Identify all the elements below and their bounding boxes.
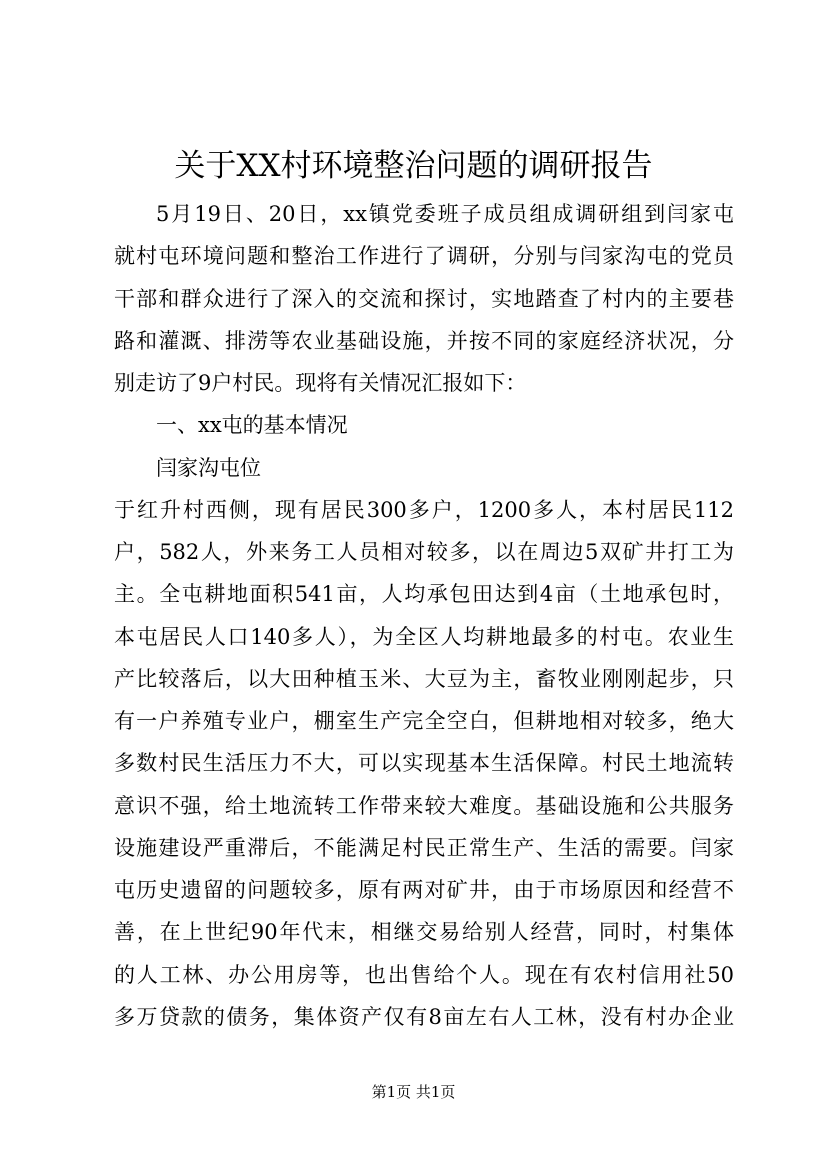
paragraph-line: 干部和群众进行了深入的交流和探讨，实地踏查了村内的主要巷 <box>114 287 734 311</box>
paragraph-line: 别走访了9户村民。现将有关情况汇报如下： <box>114 371 527 395</box>
paragraph-line: 于红升村西侧，现有居民300多户，1200多人，本村居民112 <box>114 498 734 522</box>
paragraph-line: 多万贷款的债务，集体资产仅有8亩左右人工林，没有村办企业 <box>114 1005 734 1029</box>
section-heading: 一、xx屯的基本情况 <box>156 413 348 437</box>
paragraph-line: 设施建设严重滞后，不能满足村民正常生产、生活的需要。闫家 <box>114 836 734 860</box>
paragraph-line: 善，在上世纪90年代末，相继交易给别人经营，同时，村集体 <box>114 920 734 944</box>
paragraph-line: 5月19日、20日，xx镇党委班子成员组成调研组到闫家屯 <box>156 202 734 226</box>
paragraph-line: 就村屯环境问题和整治工作进行了调研，分别与闫家沟屯的党员 <box>114 244 734 268</box>
paragraph-line: 的人工林、办公用房等，也出售给个人。现在有农村信用社50 <box>114 963 734 987</box>
paragraph-line: 有一户养殖专业户，棚室生产完全空白，但耕地相对较多，绝大 <box>114 709 734 733</box>
paragraph-line: 闫家沟屯位 <box>156 456 261 480</box>
paragraph-line: 主。全屯耕地面积541亩，人均承包田达到4亩（土地承包时， <box>114 582 734 606</box>
paragraph-line: 本屯居民人口140多人），为全区人均耕地最多的村屯。农业生 <box>114 625 734 649</box>
paragraph-line: 户，582人，外来务工人员相对较多，以在周边5双矿井打工为 <box>114 540 734 564</box>
paragraph-line: 多数村民生活压力不大，可以实现基本生活保障。村民土地流转 <box>114 751 734 775</box>
paragraph-line: 意识不强，给土地流转工作带来较大难度。基础设施和公共服务 <box>114 794 734 818</box>
paragraph-line: 屯历史遗留的问题较多，原有两对矿井，由于市场原因和经营不 <box>114 878 734 902</box>
paragraph-line: 路和灌溉、排涝等农业基础设施，并按不同的家庭经济状况，分 <box>114 329 734 353</box>
document-title: 关于XX村环境整治问题的调研报告 <box>174 148 653 184</box>
page-footer: 第1页 共1页 <box>371 1083 456 1101</box>
paragraph-line: 产比较落后，以大田种植玉米、大豆为主，畜牧业刚刚起步，只 <box>114 667 734 691</box>
